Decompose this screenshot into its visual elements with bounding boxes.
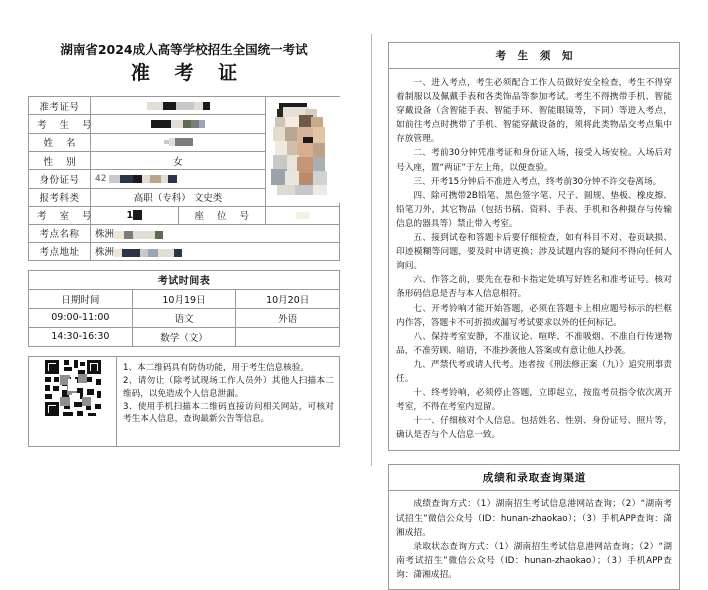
field-value-admission-number bbox=[91, 96, 266, 114]
exam-schedule-table bbox=[28, 270, 340, 347]
field-value-seat-number bbox=[266, 206, 340, 224]
notice-body bbox=[389, 69, 679, 450]
field-value-site-name: 株洲 bbox=[91, 224, 340, 242]
score-channel-panel bbox=[388, 464, 680, 590]
ticket-left-pane bbox=[28, 42, 340, 447]
field-value-name bbox=[91, 133, 266, 151]
field-label-candidate-number: 考 生 号 bbox=[29, 115, 91, 133]
ticket-right-pane bbox=[388, 42, 680, 590]
schedule-subject-day2-morning: 外语 bbox=[236, 308, 340, 327]
qr-note-3: 3、使用手机扫描本二维码直接访问相关网站，可核对考生本人信息，查询最新公告等信息。 bbox=[123, 401, 334, 425]
field-label-room-number: 考 室 号 bbox=[29, 206, 91, 224]
field-label-seat-number: 座 位 号 bbox=[178, 206, 266, 224]
qr-code-image bbox=[42, 357, 104, 419]
schedule-subject-day1-afternoon: 数学（文） bbox=[132, 327, 236, 346]
qr-note-1: 1、本二维码具有防伪功能，用于考生信息核验。 bbox=[123, 362, 309, 373]
field-value-candidate-number bbox=[91, 115, 266, 133]
qr-note-2: 2、请勿让（除考试现场工作人员外）其他人扫描本二维码，以免造成个人信息泄漏。 bbox=[123, 375, 334, 399]
field-value-id-number: 42 bbox=[91, 170, 266, 188]
page-divider bbox=[371, 34, 372, 466]
field-value-exam-category: 高职（专科） 文史类 bbox=[91, 188, 266, 206]
schedule-header-day1: 10月19日 bbox=[132, 289, 236, 308]
table-row bbox=[29, 242, 340, 260]
table-row bbox=[29, 270, 340, 289]
qr-code-icon bbox=[42, 357, 104, 419]
qr-code-block bbox=[28, 356, 340, 447]
table-row bbox=[29, 206, 340, 224]
field-value-room-number: 1 bbox=[91, 206, 179, 224]
notice-item-7: 七、开考铃响才能开始答题，必须在答题卡上相应题号标示的栏框内作答，答题卡不可折损或漏写考试要求以外的任何标记。 bbox=[396, 303, 672, 328]
schedule-header-day2: 10月20日 bbox=[236, 289, 340, 308]
table-row bbox=[29, 289, 340, 308]
field-label-id-number: 身份证号 bbox=[29, 170, 91, 188]
notice-title: 考 生 须 知 bbox=[389, 43, 679, 69]
admission-query-paragraph: 录取状态查询方式：（1）湖南招生考试信息港网站查询；（2）“湖南考试招生”微信公众号（ID：hunan-zhaokao）；（3）手机APP查询：潇湘成招。 bbox=[396, 541, 672, 580]
table-row bbox=[29, 224, 340, 242]
page-title: 湖南省2024成人高等学校招生全国统一考试 bbox=[60, 42, 308, 57]
notice-item-6: 六、作答之前，要先在卷和卡指定处填写好姓名和准考证号。核对条形码信息是否与本人信息相符。 bbox=[396, 275, 672, 300]
score-query-paragraph: 成绩查询方式：（1）湖南招生考试信息港网站查询；（2）“湖南考试招生”微信公众号（ID：hunan-zhaokao）；（3）手机APP查询：潇湘成招。 bbox=[396, 499, 672, 538]
notice-item-10: 十、终考铃响，必须停止答题，立即起立，按监考员指令依次离开考室，不得在考室内逗留。 bbox=[396, 388, 672, 413]
schedule-time-morning: 09:00-11:00 bbox=[29, 308, 133, 327]
qr-notes bbox=[117, 357, 339, 431]
field-label-name: 姓 名 bbox=[29, 133, 91, 151]
notice-item-9: 九、严禁代考或请人代考。违者按《刑法修正案（九）》追究刑事责任。 bbox=[396, 359, 672, 384]
table-row bbox=[29, 96, 340, 114]
candidate-info-table bbox=[28, 96, 340, 261]
score-channel-body bbox=[389, 491, 679, 589]
score-channel-title: 成绩和录取查询渠道 bbox=[389, 465, 679, 491]
qr-code-cell bbox=[29, 356, 117, 446]
field-label-admission-number: 准考证号 bbox=[29, 96, 91, 114]
notice-item-5: 五、接到试卷和答题卡后要仔细检查，如有科目不对、卷页缺损、印迹模糊等问题，要及时申请更换；涉及试题内容的疑问不得向任何人询问。 bbox=[396, 233, 672, 272]
schedule-title: 考试时间表 bbox=[29, 270, 340, 289]
schedule-subject-day2-afternoon bbox=[236, 327, 340, 346]
schedule-time-afternoon: 14:30-16:30 bbox=[29, 327, 133, 346]
candidate-photo-cell bbox=[266, 96, 340, 206]
examinee-notice-panel bbox=[388, 42, 680, 451]
field-value-site-address: 株洲 bbox=[91, 242, 340, 260]
page-subtitle: 准 考 证 bbox=[130, 62, 247, 85]
schedule-subject-day1-morning: 语文 bbox=[132, 308, 236, 327]
avatar-image bbox=[269, 97, 343, 203]
table-row bbox=[29, 327, 340, 346]
field-label-site-address: 考点地址 bbox=[29, 242, 91, 260]
field-label-exam-category: 报考科类 bbox=[29, 188, 91, 206]
notice-item-3: 三、开考15分钟后不准进入考点，终考前30分钟不许交卷离场。 bbox=[413, 176, 662, 187]
notice-item-2: 二、考前30分钟凭准考证和身份证入场，接受入场安检。入场后对号入座，置“两证”于左上角，以便查验。 bbox=[396, 148, 672, 173]
table-row bbox=[29, 308, 340, 327]
avatar bbox=[269, 97, 336, 206]
table-row bbox=[29, 356, 340, 446]
field-label-site-name: 考点名称 bbox=[29, 224, 91, 242]
qr-notes-cell bbox=[117, 356, 340, 446]
notice-item-1: 一、进入考点，考生必须配合工作人员做好安全检查，考生不得穿着制服以及佩戴手表和各类饰品等参加考试。考生不得携带手机、智能穿戴设备（含智能手表、智能手环、智能眼镜等，下同）等进入考点，如前往考点时携带了手机、智能穿戴设备的，须将此类物品交考点集中存放管理。 bbox=[396, 78, 672, 145]
notice-item-8: 八、保持考室安静，不准议论、喧哗、不准吸烟、不准自行传递物品，不准劳顾、暗语，不准抄袭他人答案或有意让他人抄袭。 bbox=[396, 331, 672, 356]
notice-item-4: 四、除可携带2B铅笔、黑色签字笔、尺子、圆规、垫板、橡皮擦、铅笔刀外，其它物品（包括书稿、资料、手表、手机和各种摄存与传输信息的器具等）禁止带入考室。 bbox=[396, 190, 672, 229]
schedule-header-datetime: 日期时间 bbox=[29, 289, 133, 308]
field-value-gender: 女 bbox=[91, 151, 266, 169]
notice-item-11: 十一、仔细核对个人信息。包括姓名、性别、身份证号、照片等，确认是否与个人信息一致。 bbox=[396, 416, 672, 441]
field-label-gender: 性 别 bbox=[29, 151, 91, 169]
